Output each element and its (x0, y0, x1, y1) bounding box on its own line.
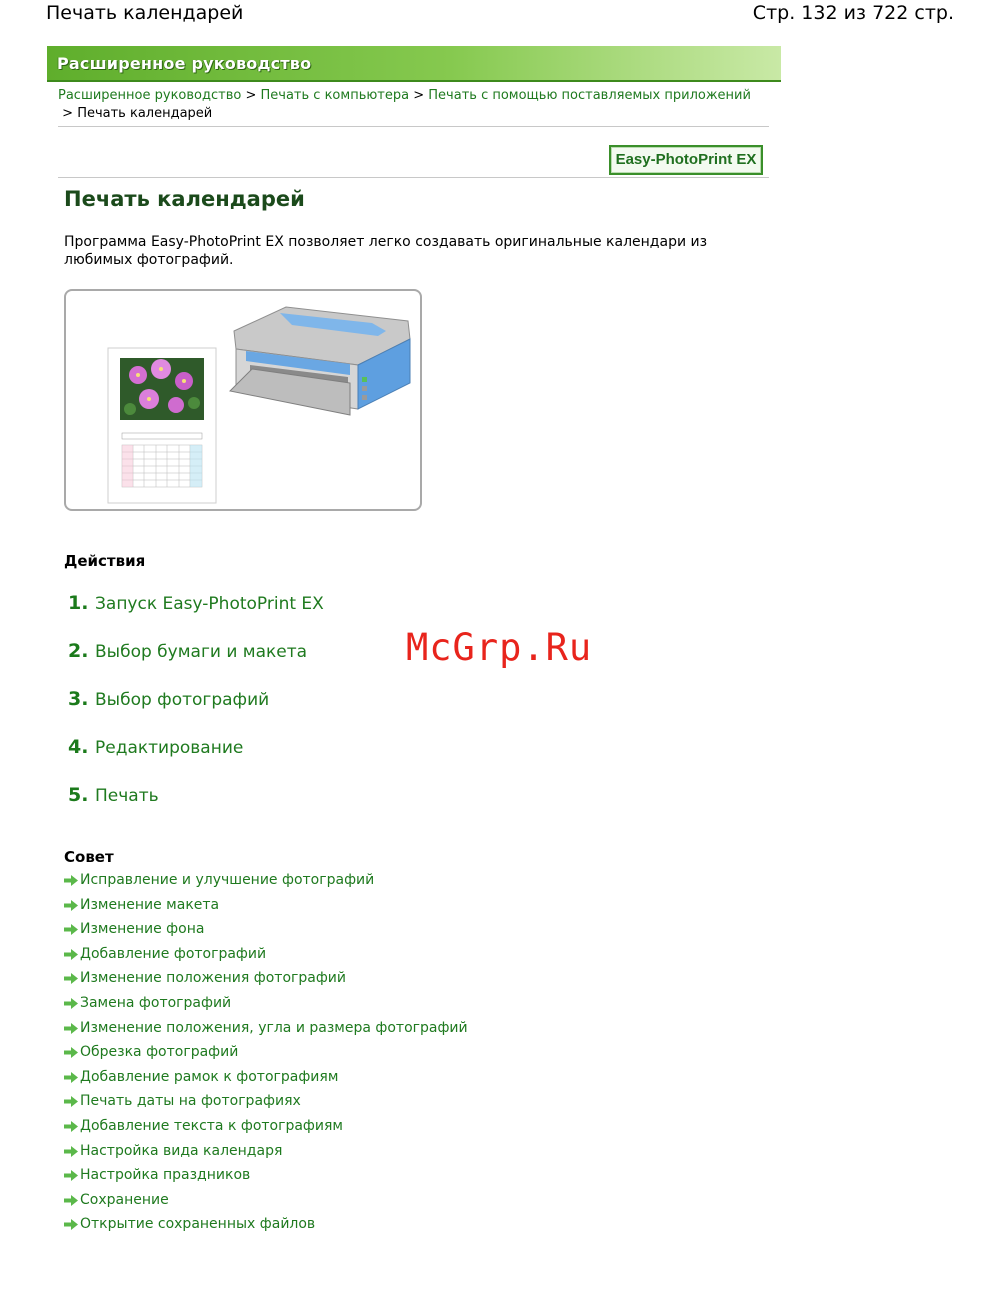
tip-link[interactable]: Исправление и улучшение фотографий (80, 872, 375, 888)
tip-item[interactable] (64, 897, 219, 913)
divider (58, 126, 769, 127)
step-item-4[interactable] (68, 736, 243, 758)
tip-link[interactable]: Открытие сохраненных файлов (80, 1216, 316, 1233)
step-number: 3. (68, 688, 89, 710)
breadcrumb-separator: > (62, 106, 74, 121)
step-number: 4. (68, 736, 89, 758)
arrow-right-icon (64, 949, 78, 960)
breadcrumb (58, 87, 766, 123)
illustration-svg (66, 291, 420, 509)
watermark: McGrp.Ru (406, 626, 593, 669)
page-title: Печать календарей (64, 187, 305, 211)
tip-item[interactable] (64, 1216, 315, 1232)
breadcrumb-link-bundled-apps[interactable]: Печать с помощью поставляемых приложений (428, 88, 751, 103)
breadcrumb-current: Печать календарей (77, 106, 213, 121)
arrow-right-icon (64, 1023, 78, 1034)
tip-item[interactable] (64, 1118, 343, 1134)
arrow-right-icon (64, 1146, 78, 1157)
tip-item[interactable] (64, 1093, 301, 1109)
step-link[interactable]: Печать (95, 786, 159, 806)
tip-item[interactable] (64, 1192, 169, 1208)
breadcrumb-link-advanced-guide[interactable]: Расширенное руководство (58, 88, 242, 103)
arrow-right-icon (64, 875, 78, 886)
step-link[interactable]: Выбор бумаги и макета (95, 642, 308, 662)
arrow-right-icon (64, 900, 78, 911)
breadcrumb-separator: > (413, 88, 425, 103)
tip-link[interactable]: Замена фотографий (80, 995, 232, 1011)
tip-link[interactable]: Добавление текста к фотографиям (80, 1118, 343, 1134)
step-item-1[interactable] (68, 592, 324, 614)
tip-item[interactable] (64, 872, 374, 888)
arrow-right-icon (64, 973, 78, 984)
arrow-right-icon (64, 998, 78, 1009)
tip-item[interactable] (64, 995, 231, 1011)
arrow-right-icon (64, 1195, 78, 1206)
page-header-title: Печать календарей (46, 2, 244, 24)
tip-link[interactable]: Сохранение (80, 1191, 169, 1208)
product-badge[interactable]: Easy-PhotoPrint EX (609, 145, 763, 175)
banner-title: Расширенное руководство (57, 54, 312, 73)
arrow-right-icon (64, 924, 78, 935)
tip-item[interactable] (64, 921, 204, 937)
tip-link[interactable]: Настройка вида календаря (80, 1142, 283, 1159)
arrow-right-icon (64, 1121, 78, 1132)
tip-link[interactable]: Изменение положения фотографий (80, 970, 346, 987)
tip-link[interactable]: Обрезка фотографий (80, 1044, 239, 1061)
step-number: 2. (68, 640, 89, 662)
calendar-printer-illustration (64, 289, 422, 511)
step-link[interactable]: Редактирование (95, 738, 244, 758)
arrow-right-icon (64, 1096, 78, 1107)
arrow-right-icon (64, 1170, 78, 1181)
breadcrumb-separator: > (245, 88, 257, 103)
tip-item[interactable] (64, 1143, 282, 1159)
tip-link[interactable]: Добавление рамок к фотографиям (80, 1068, 339, 1085)
tip-item[interactable] (64, 1069, 338, 1085)
arrow-right-icon (64, 1072, 78, 1083)
tip-item[interactable] (64, 1167, 250, 1183)
breadcrumb-link-print-from-computer[interactable]: Печать с компьютера (260, 88, 410, 103)
step-number: 5. (68, 784, 89, 806)
step-link[interactable]: Запуск Easy-PhotoPrint EX (95, 594, 324, 614)
tip-link[interactable]: Изменение положения, угла и размера фотографий (80, 1019, 468, 1036)
page-number: Стр. 132 из 722 стр. (752, 2, 954, 24)
tip-link[interactable]: Настройка праздников (80, 1167, 251, 1184)
steps-heading: Действия (64, 552, 146, 570)
step-item-2[interactable] (68, 640, 307, 662)
step-item-5[interactable] (68, 784, 159, 806)
step-link[interactable]: Выбор фотографий (95, 690, 270, 710)
tips-heading: Совет (64, 848, 114, 866)
divider (58, 177, 769, 178)
step-number: 1. (68, 592, 89, 614)
step-item-3[interactable] (68, 688, 269, 710)
section-banner (47, 46, 781, 82)
tip-link[interactable]: Добавление фотографий (80, 945, 267, 962)
tip-link[interactable]: Изменение фона (80, 921, 205, 938)
tip-link[interactable]: Печать даты на фотографиях (80, 1093, 301, 1110)
arrow-right-icon (64, 1047, 78, 1058)
tip-item[interactable] (64, 1044, 238, 1060)
tip-link[interactable]: Изменение макета (80, 896, 220, 913)
tip-item[interactable] (64, 970, 346, 986)
tip-item[interactable] (64, 946, 266, 962)
intro-text: Программа Easy-PhotoPrint EX позволяет легко создавать оригинальные календари из любимых фотографий. (64, 234, 708, 268)
tip-item[interactable] (64, 1020, 468, 1036)
arrow-right-icon (64, 1219, 78, 1230)
